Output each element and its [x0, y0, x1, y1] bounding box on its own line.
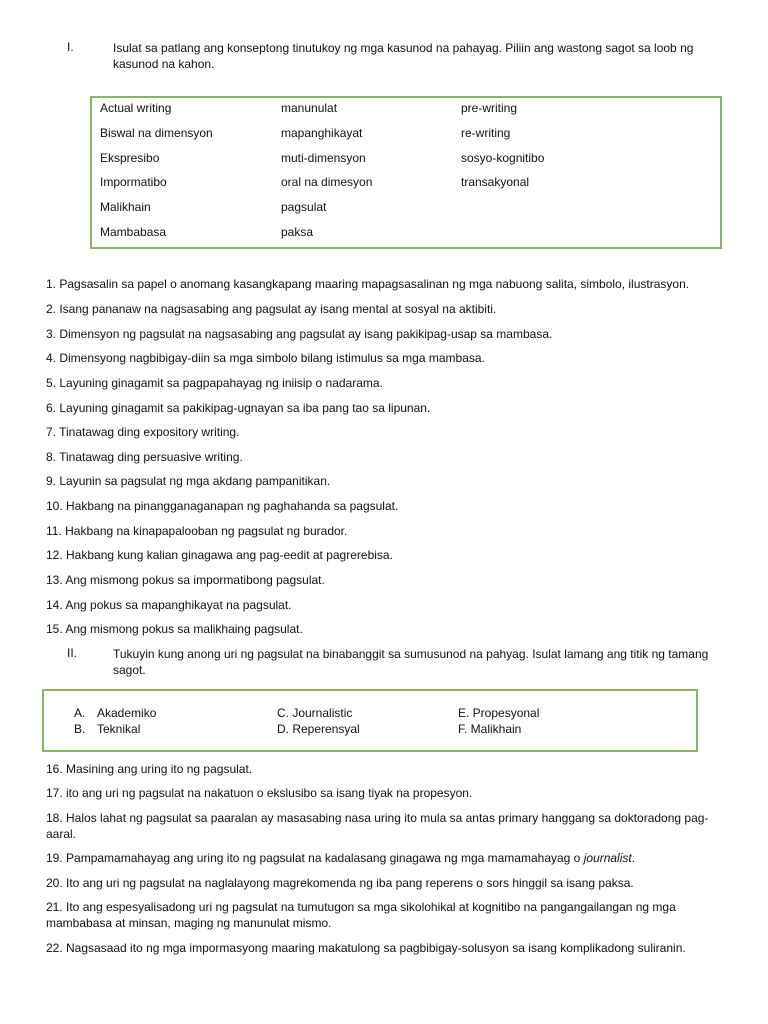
question-text: 19. Pampamamahayag ang uring ito ng pagsulat na kadalasang ginagawa ng mga mamamahayag o: [46, 851, 584, 865]
question-item: 8. Tinatawag ding persuasive writing.: [46, 450, 243, 464]
question-item: 16. Masining ang uring ito ng pagsulat.: [46, 762, 253, 776]
choice: Actual writing: [100, 101, 172, 115]
choice: Biswal na dimensyon: [100, 126, 213, 140]
question-item: 6. Layuning ginagamit sa pakikipag-ugnayan sa iba pang tao sa lipunan.: [46, 401, 431, 415]
choice: Mambabasa: [100, 225, 167, 239]
question-item: 9. Layunin sa pagsulat ng mga akdang pampanitikan.: [46, 474, 331, 488]
choice: muti-dimensyon: [281, 151, 366, 165]
question-italic-term: journalist: [583, 851, 632, 865]
question-item: 21. Ito ang espesyalisadong uri ng pagsulat na tumutugon sa mga sikolohikal at kognitibo na pangangailangan ng mga mambabasa at minsan, maging ng manunulat mismo.: [46, 900, 676, 930]
choice: pre-writing: [461, 101, 518, 115]
choice-a-letter: A.: [74, 706, 86, 720]
choice-a-text: Akademiko: [97, 706, 157, 720]
question-item: 22. Nagsasaad ito ng mga impormasyong maaring makatulong sa pagbibigay-solusyon sa isang komplikadong suliranin.: [46, 941, 686, 955]
question-item: 2. Isang pananaw na nagsasabing ang pagsulat ay isang mental at sosyal na aktibiti.: [46, 302, 497, 316]
choice: Malikhain: [100, 200, 151, 214]
choice-e: E. Propesyonal: [458, 706, 540, 720]
choice: sosyo-kognitibo: [461, 151, 545, 165]
choice: pagsulat: [281, 200, 327, 214]
question-item: 18. Halos lahat ng pagsulat sa paaralan ay masasabing nasa uring ito mula sa antas primary hanggang sa doktoradong pag-aaral.: [46, 811, 709, 841]
choice-f: F. Malikhain: [458, 722, 522, 736]
choice: Ekspresibo: [100, 151, 160, 165]
question-item: 13. Ang mismong pokus sa impormatibong pagsulat.: [46, 573, 325, 587]
choice-b-letter: B.: [74, 722, 86, 736]
question-item: 5. Layuning ginagamit sa pagpapahayag ng iniisip o nadarama.: [46, 376, 383, 390]
question-item: 7. Tinatawag ding expository writing.: [46, 425, 240, 439]
choice: transakyonal: [461, 175, 530, 189]
choice-c: C. Journalistic: [277, 706, 353, 720]
section-2-numeral: II.: [67, 646, 78, 660]
choice: oral na dimesyon: [281, 175, 373, 189]
section-1-numeral: I.: [67, 40, 74, 54]
question-item: 3. Dimensyon ng pagsulat na nagsasabing ang pagsulat ay isang pakikipag-usap sa mambasa.: [46, 327, 553, 341]
choice: Impormatibo: [100, 175, 167, 189]
choice-b-text: Teknikal: [97, 722, 141, 736]
question-item: 20. Ito ang uri ng pagsulat na naglalayong magrekomenda ng iba pang reperens o sors hinggil sa isang paksa.: [46, 876, 634, 890]
question-item: 14. Ang pokus sa mapanghikayat na pagsulat.: [46, 598, 292, 612]
question-item: 12. Hakbang kung kalian ginagawa ang pag-eedit at pagrerebisa.: [46, 548, 393, 562]
question-item: 15. Ang mismong pokus sa malikhaing pagsulat.: [46, 622, 303, 636]
question-item: 10. Hakbang na pinangganaganapan ng paghahanda sa pagsulat.: [46, 499, 399, 513]
section-1-instruction: Isulat sa patlang ang konseptong tinutukoy ng mga kasunod na pahayag. Piliin ang wastong sagot sa loob ng kasunod na kahon.: [113, 41, 694, 71]
choice: paksa: [281, 225, 314, 239]
choice-d: D. Reperensyal: [277, 722, 360, 736]
question-item-19: [46, 850, 726, 866]
choices-box-1: [90, 96, 722, 249]
question-item: 17. ito ang uri ng pagsulat na nakatuon o ekslusibo sa isang tiyak na propesyon.: [46, 786, 473, 800]
question-item: 4. Dimensyong nagbibigay-diin sa mga simbolo bilang istimulus sa mga mambasa.: [46, 351, 485, 365]
question-item: 1. Pagsasalin sa papel o anomang kasangkapang maaring mapagsasalinan ng mga nabuong salita, simbolo, ilustrasyon.: [46, 277, 690, 291]
question-text-end: .: [631, 851, 636, 865]
question-item: 11. Hakbang na kinapapalooban ng pagsulat ng burador.: [46, 524, 348, 538]
choice: re-writing: [461, 126, 511, 140]
choice: mapanghikayat: [281, 126, 363, 140]
choice: manunulat: [281, 101, 338, 115]
section-2-instruction: Tukuyin kung anong uri ng pagsulat na binabanggit sa sumusunod na pahyag. Isulat lamang ang titik ng tamang sagot.: [113, 647, 709, 677]
